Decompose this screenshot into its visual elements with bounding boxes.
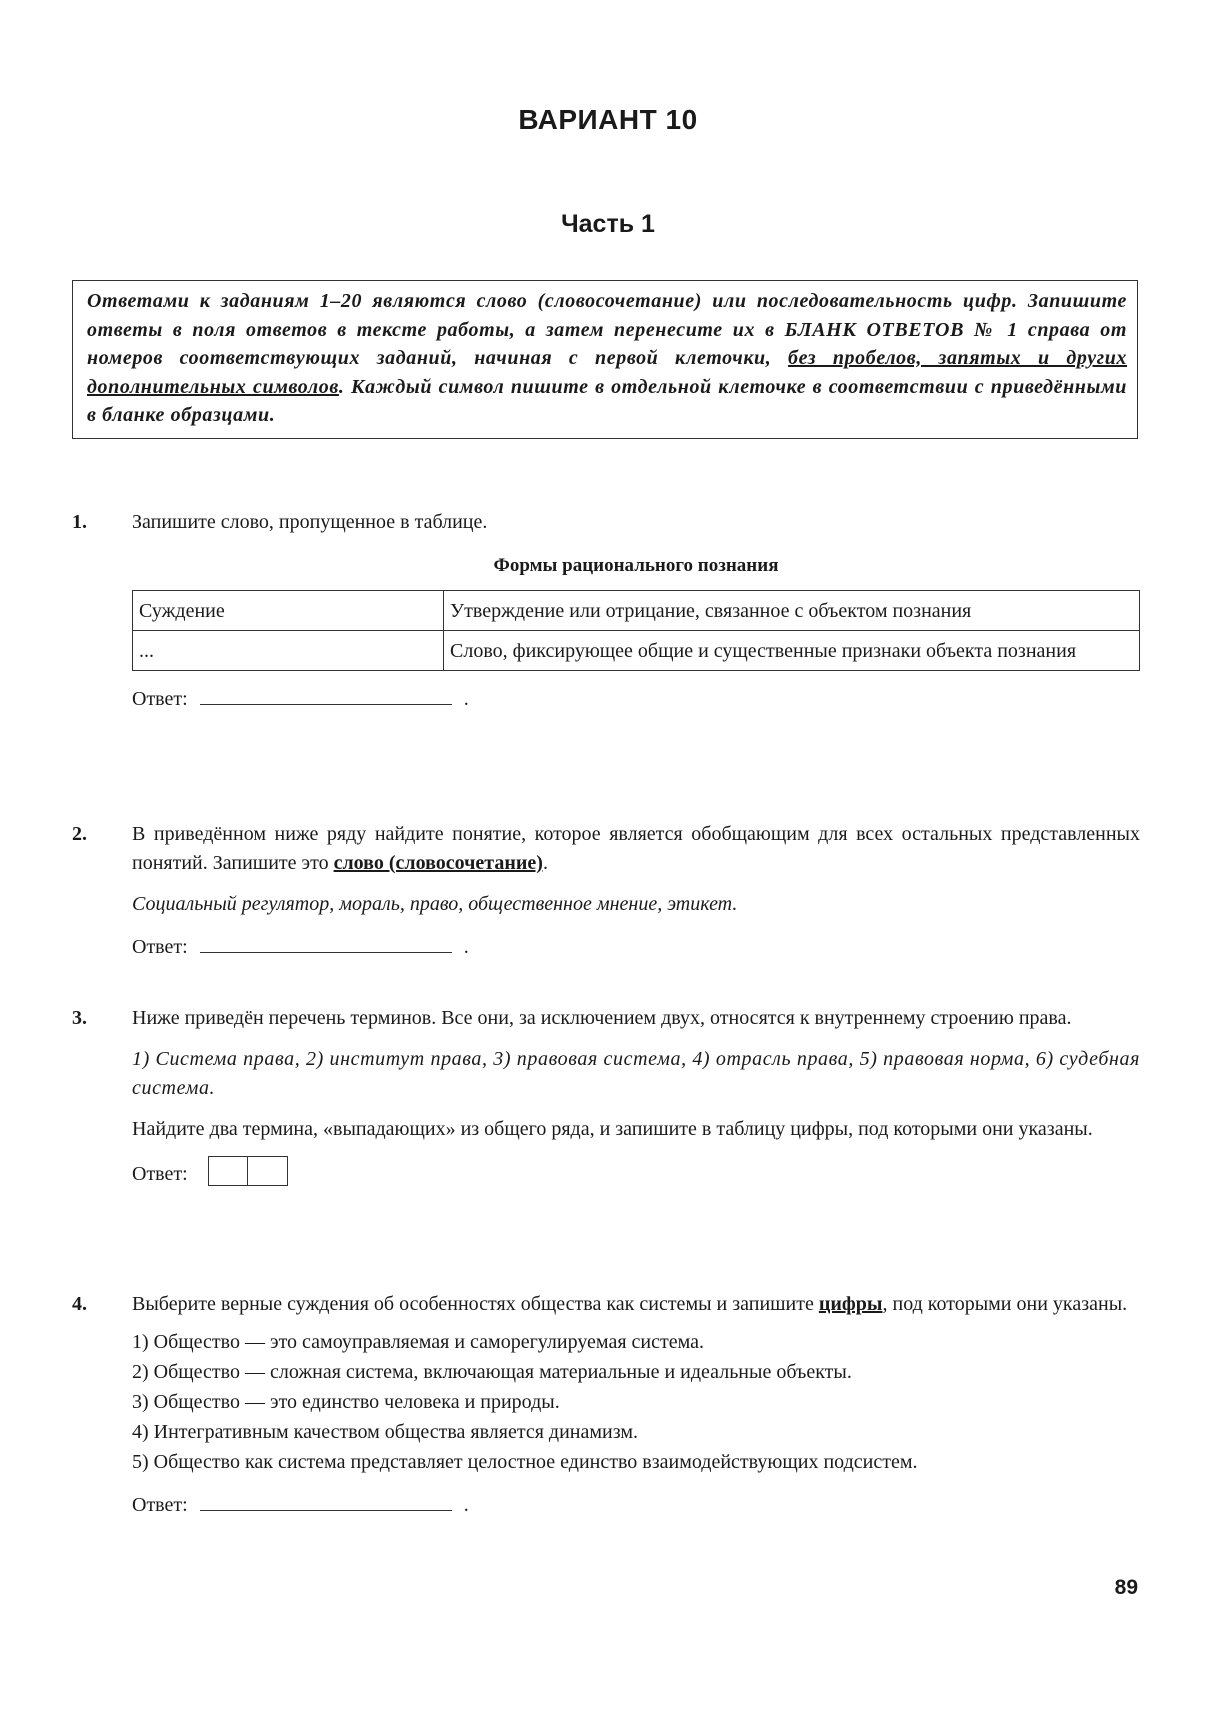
answer-field[interactable] [200, 1492, 452, 1511]
answer-boxes [208, 1156, 288, 1195]
answer-label: Ответ: [132, 936, 188, 958]
terms-list: 1) Система права, 2) институт права, 3) правовая система, 4) отрасль права, 5) правовая норма, 6) судебная система. [132, 1048, 1140, 1099]
task-1 [72, 508, 1140, 714]
question-text: Выберите верные суждения об особенностях общества как системы и запишите [132, 1293, 819, 1315]
answer-label: Ответ: [132, 688, 188, 710]
answer-line [132, 1156, 1140, 1195]
table-row [133, 631, 1140, 671]
task-question: Запишите слово, пропущенное в таблице. [132, 511, 488, 533]
list-item: 1) Общество — это самоуправляемая и саморегулируемая система. [132, 1331, 705, 1353]
instructions-text-end: . Каждый символ пишите в отдельной клеточке в соответствии с приведёнными в бланке образцами. [87, 375, 1128, 426]
task-4 [72, 1290, 1140, 1520]
answer-dot: . [463, 936, 469, 958]
concept-series: Социальный регулятор, мораль, право, общественное мнение, этикет. [132, 893, 738, 915]
instructions-text: Ответами к заданиям 1–20 являются слово (словосочетание) или последовательность цифр. Запишите ответы в поля ответов в тексте работы, а затем перенесите их в БЛАНК ОТВЕТОВ № 1 справа от номеров соответствующих заданий, начиная с первой клеточки, [87, 290, 1127, 369]
task-number: 3. [72, 1007, 87, 1029]
question-emphasis: слово (словосочетание) [333, 852, 543, 874]
options-list [132, 1327, 1140, 1477]
table-cell-definition: Слово, фиксирующее общие и существенные признаки объекта познания [444, 631, 1140, 671]
question-emphasis: цифры [818, 1293, 883, 1315]
variant-title: ВАРИАНТ 10 [518, 104, 698, 135]
list-item: 3) Общество — это единство человека и природы. [132, 1391, 560, 1413]
task-3 [72, 1004, 1140, 1195]
list-item: 4) Интегративным качеством общества является динамизм. [132, 1421, 639, 1443]
answer-dot: . [463, 1494, 469, 1516]
answer-box[interactable] [208, 1156, 248, 1186]
task-2 [72, 820, 1140, 962]
task-question [132, 820, 1140, 878]
answer-box[interactable] [248, 1156, 288, 1186]
task-number: 1. [72, 511, 87, 533]
answer-line [132, 933, 1140, 962]
instructions-underlined: без пробелов, запятых и других дополнительных символов [87, 347, 1128, 398]
task-question [132, 1290, 1140, 1319]
table-cell-definition: Утверждение или отрицание, связанное с объектом познания [444, 591, 1140, 631]
list-item: 5) Общество как система представляет целостное единство взаимодействующих подсистем. [132, 1451, 918, 1473]
answer-line [132, 1491, 1140, 1520]
task-instruction: Найдите два термина, «выпадающих» из общего ряда, и запишите в таблицу цифры, под которыми они указаны. [132, 1118, 1093, 1140]
answer-label: Ответ: [132, 1494, 188, 1516]
table-row [133, 591, 1140, 631]
table-cell-term: ... [133, 631, 444, 671]
page-number: 89 [1114, 1576, 1138, 1599]
task-number: 2. [72, 823, 87, 845]
answer-line [132, 685, 1140, 714]
question-text-end: , под которыми они указаны. [882, 1293, 1128, 1315]
question-text: В приведённом ниже ряду найдите понятие, которое является обобщающим для всех остальных представленных понятий. Запишите это [132, 823, 1140, 874]
answer-dot: . [463, 688, 469, 710]
question-text-end: . [542, 852, 548, 874]
task-number: 4. [72, 1293, 87, 1315]
list-item: 2) Общество — сложная система, включающая материальные и идеальные объекты. [132, 1361, 852, 1383]
answer-field[interactable] [200, 934, 452, 953]
forms-table [132, 590, 1140, 671]
task-question: Ниже приведён перечень терминов. Все они, за исключением двух, относятся к внутреннему строению права. [132, 1007, 1072, 1029]
part-title: Часть 1 [561, 210, 655, 238]
answer-field[interactable] [200, 686, 452, 705]
instructions-box [72, 280, 1138, 439]
table-title: Формы рационального познания [493, 555, 779, 576]
answer-label: Ответ: [132, 1163, 188, 1186]
table-cell-term: Суждение [133, 591, 444, 631]
